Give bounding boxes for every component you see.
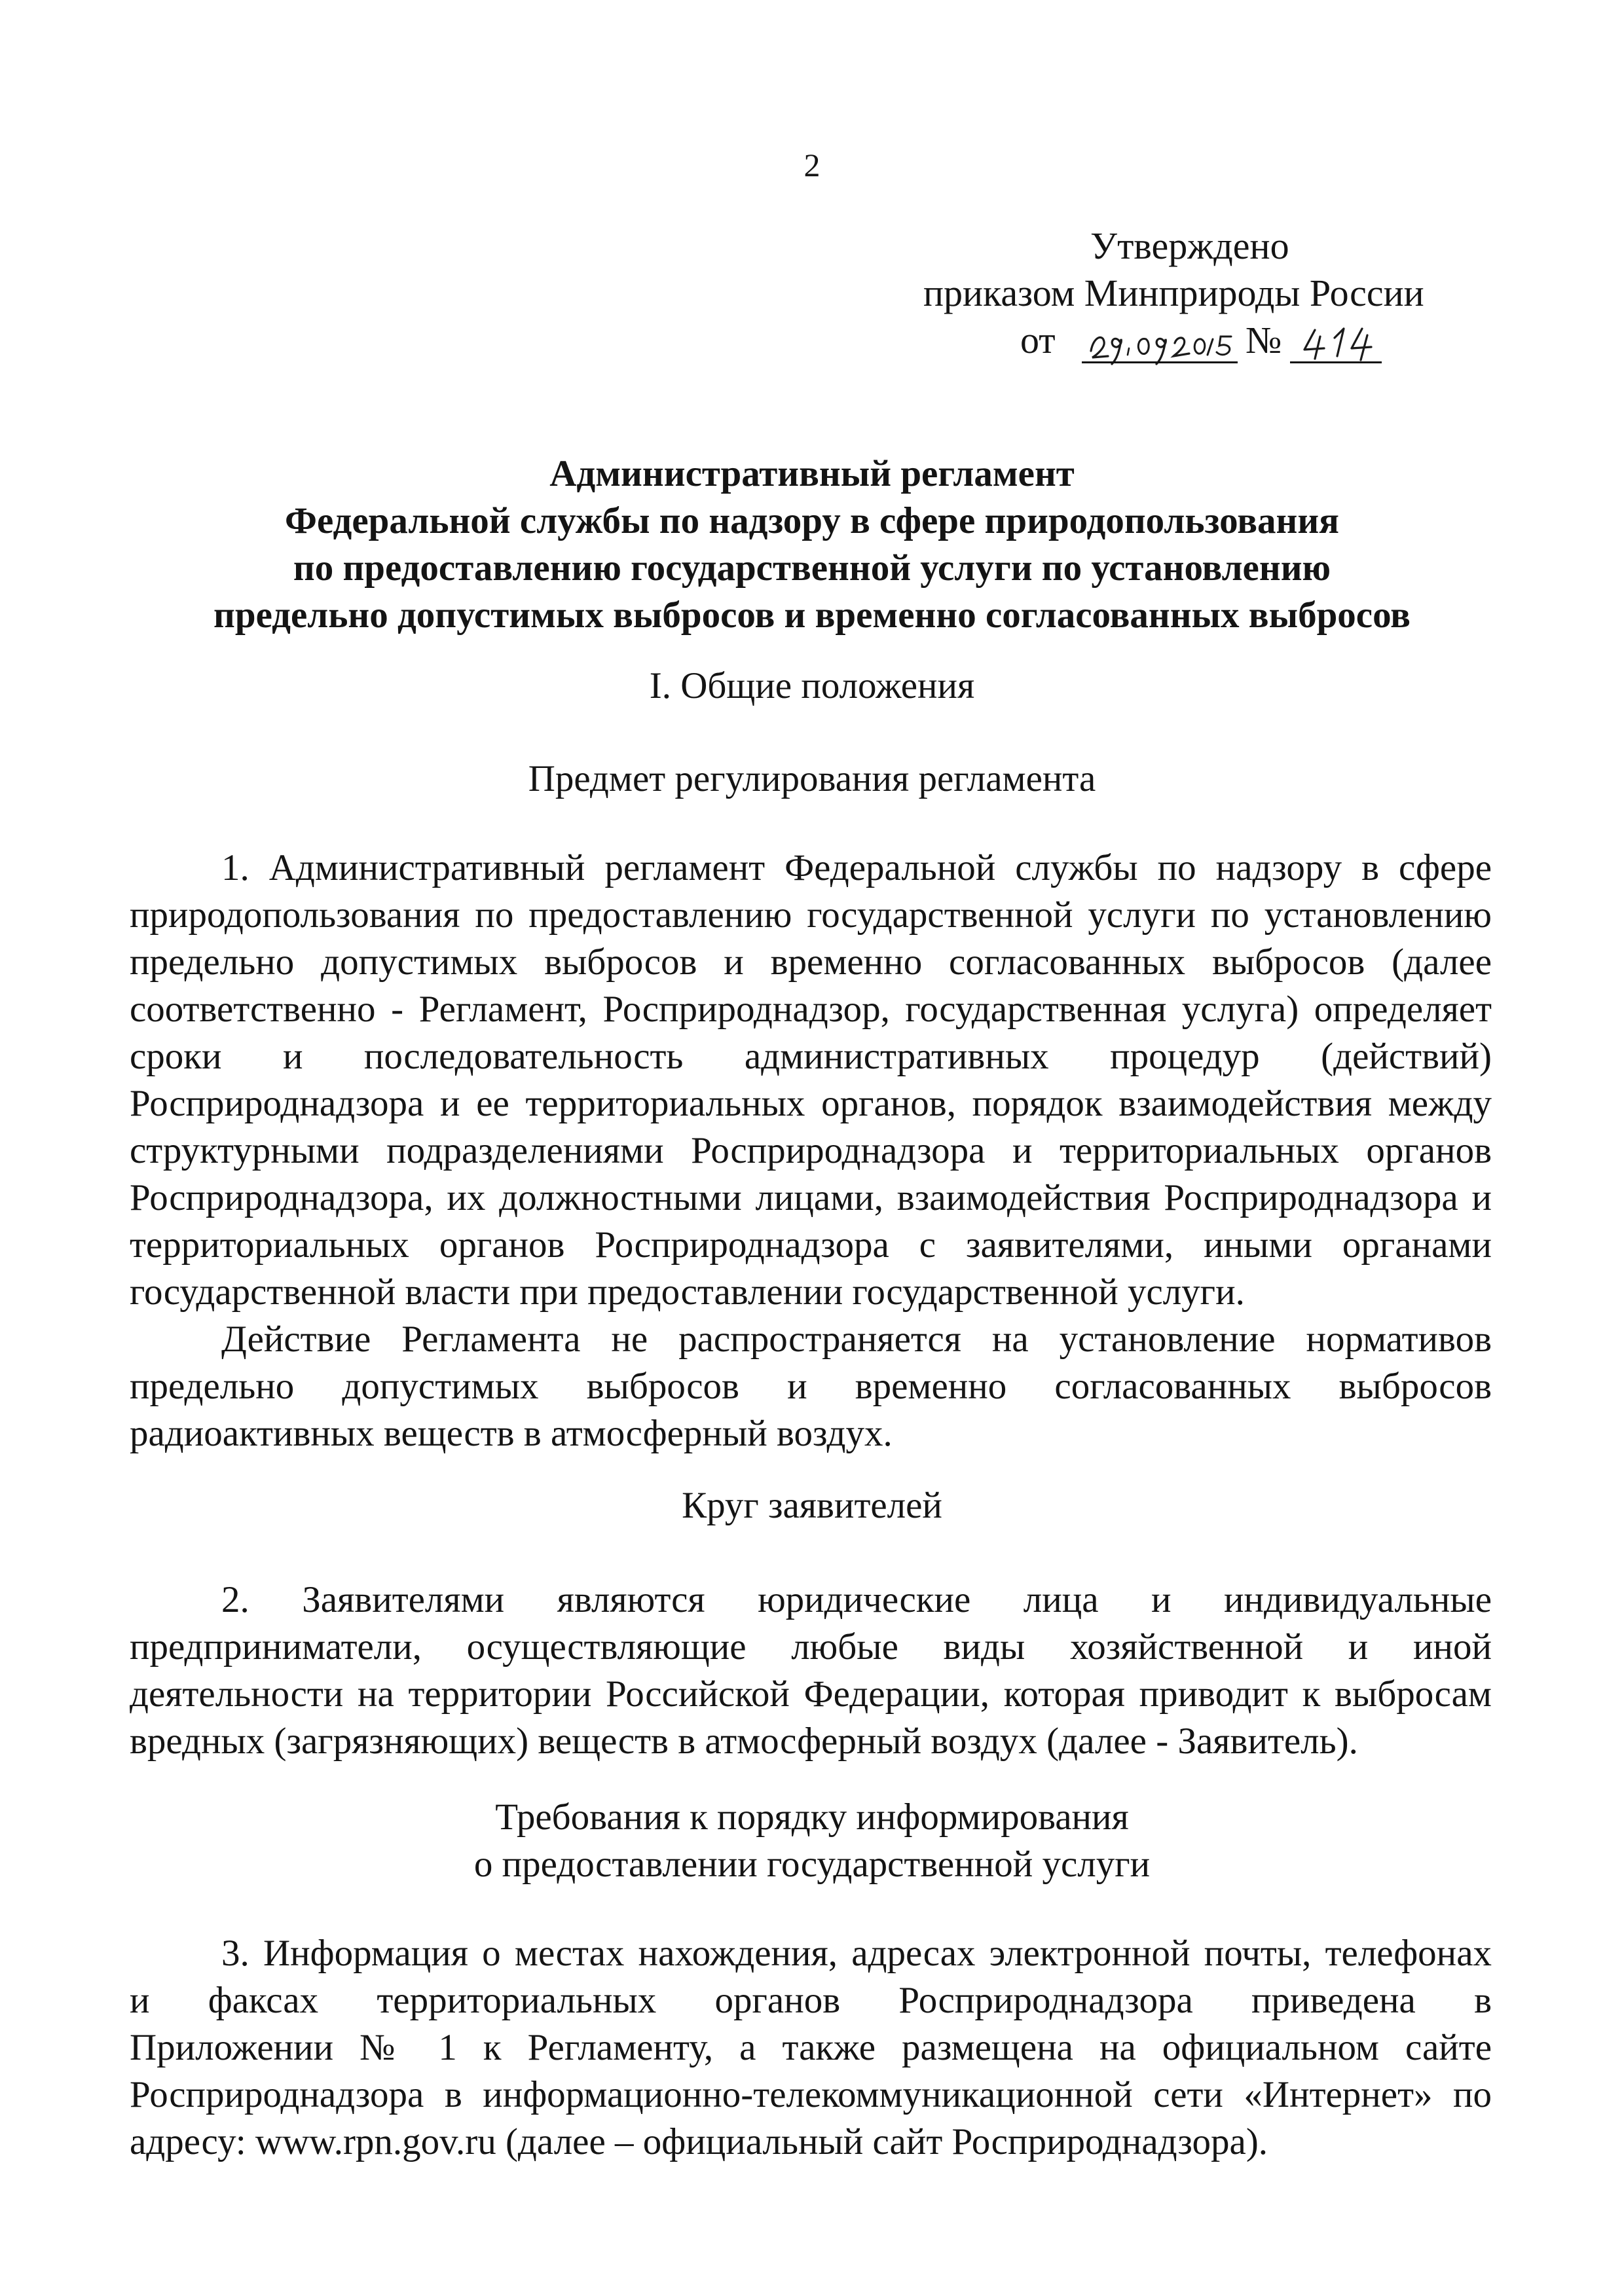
subheading-informing [0, 1794, 1624, 1888]
handwritten-date-signature [1086, 310, 1236, 369]
paragraph-line: радиоактивных веществ в атмосферный воздух. [130, 1413, 893, 1454]
section-heading: I. Общие положения [649, 665, 975, 706]
approval-stamp-block [904, 223, 1493, 369]
paragraph-line: Действие Регламента не распространяется на установление нормативов [221, 1319, 1492, 1360]
paragraph-line: Росприроднадзора в информационно-телекоммуникационной сети «Интернет» по [130, 2074, 1492, 2115]
paragraph-line: Росприроднадзора, их должностными лицами, взаимодействия Росприроднадзора и [130, 1177, 1492, 1218]
number-underline [1290, 361, 1382, 363]
paragraph-line: 2. Заявителями являются юридические лица и индивидуальные [221, 1579, 1492, 1620]
paragraph-line: сроки и последовательность административных процедур (действий) [130, 1036, 1492, 1077]
paragraph-line: Росприроднадзора и ее территориальных органов, порядок взаимодействия между [130, 1083, 1492, 1124]
paragraph-line: 3. Информация о местах нахождения, адресах электронной почты, телефонах [221, 1933, 1492, 1974]
handwritten-number-signature [1297, 310, 1388, 369]
paragraph-line: предельно допустимых выбросов и временно согласованных выбросов [130, 1366, 1492, 1407]
document-title [0, 450, 1624, 639]
subheading-subject: Предмет регулирования регламента [528, 758, 1096, 799]
paragraph-line: 1. Административный регламент Федеральной службы по надзору в сфере [221, 847, 1492, 888]
paragraph-line: и факсах территориальных органов Росприроднадзора приведена в [130, 1980, 1492, 2021]
approval-from-label: от [1020, 319, 1056, 361]
paragraph-line: природопользования по предоставлению государственной услуги по установлению [130, 894, 1492, 936]
paragraph-line: вредных (загрязняющих) веществ в атмосферный воздух (далее - Заявитель). [130, 1721, 1358, 1762]
approval-line-date-number [904, 317, 1493, 369]
paragraph-line: предприниматели, осуществляющие любые виды хозяйственной и иной [130, 1626, 1492, 1667]
paragraph-line: государственной власти при предоставлении государственной услуги. [130, 1271, 1245, 1313]
page-number: 2 [803, 147, 821, 183]
paragraph-1b [130, 1316, 1492, 1457]
paragraph-line: предельно допустимых выбросов и временно согласованных выбросов (далее [130, 941, 1492, 983]
paragraph-line: Приложении № 1 к Регламенту, а также размещена на официальном сайте [130, 2027, 1492, 2068]
paragraph-line: адресу: www.rpn.gov.ru (далее – официальный сайт Росприроднадзора). [130, 2121, 1268, 2162]
title-line: Административный регламент [549, 453, 1075, 494]
paragraph-line: структурными подразделениями Росприроднадзора и территориальных органов [130, 1130, 1492, 1171]
paragraph-line: соответственно - Регламент, Росприроднадзор, государственная услуга) определяет [130, 989, 1492, 1030]
paragraph-1 [130, 845, 1492, 1316]
title-line: предельно допустимых выбросов и временно согласованных выбросов [213, 594, 1411, 636]
paragraph-3 [130, 1930, 1492, 2166]
paragraph-line: территориальных органов Росприроднадзора с заявителями, иными органами [130, 1224, 1492, 1266]
subheading-applicants: Круг заявителей [682, 1485, 942, 1526]
title-line: Федеральной службы по надзору в сфере природопользования [285, 500, 1339, 541]
paragraph-2 [130, 1576, 1492, 1765]
title-line: по предоставлению государственной услуги по установлению [293, 547, 1331, 589]
date-underline [1082, 361, 1238, 363]
subheading-line: о предоставлении государственной услуги [473, 1844, 1151, 1885]
approval-line-approved: Утверждено [1090, 225, 1289, 267]
approval-line-order: приказом Минприроды России [923, 272, 1424, 314]
approval-number-label: № [1246, 319, 1282, 361]
subheading-line: Требования к порядку информирования [495, 1796, 1129, 1838]
paragraph-line: деятельности на территории Российской Федерации, которая приводит к выбросам [130, 1673, 1492, 1715]
